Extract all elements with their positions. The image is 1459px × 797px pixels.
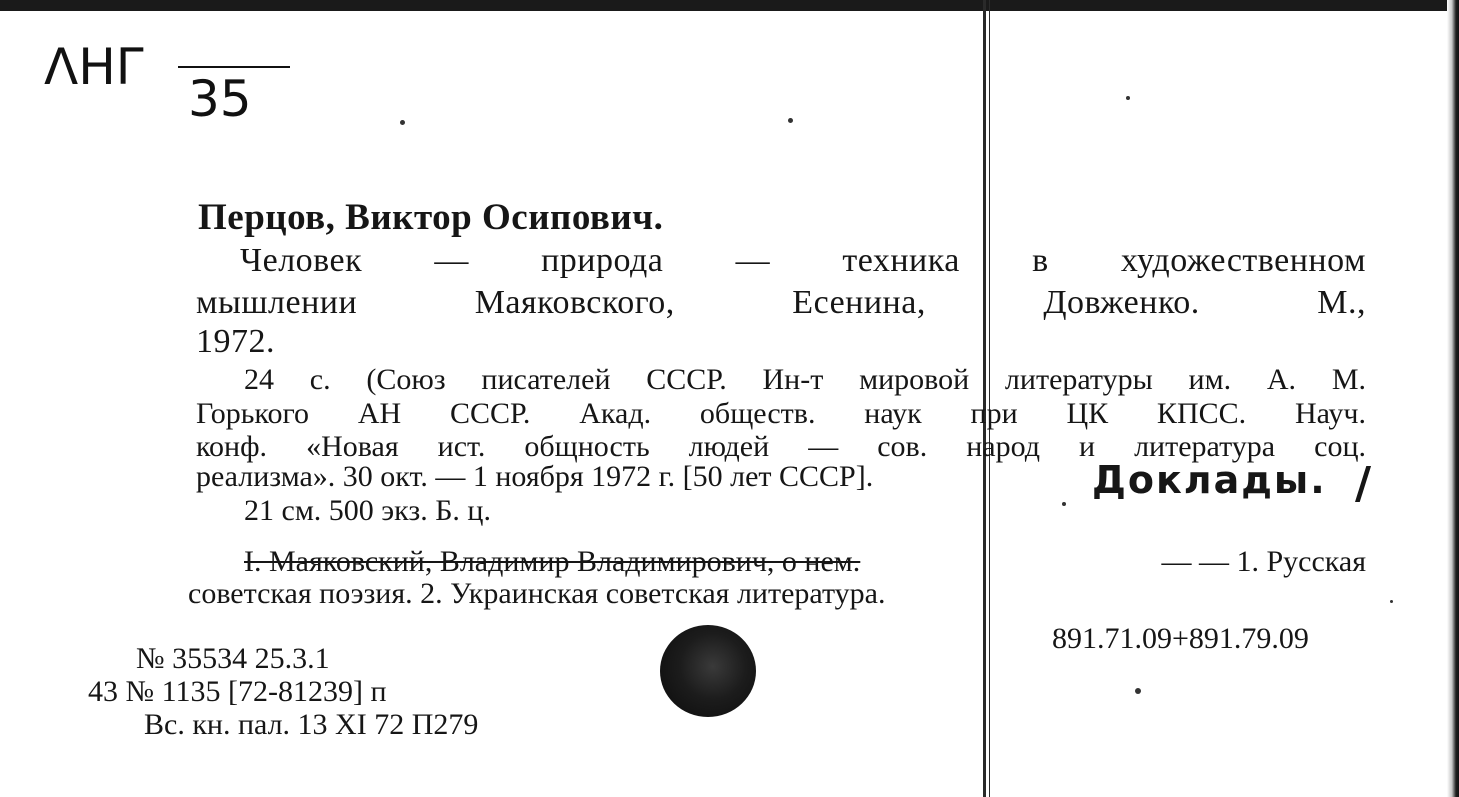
- subject-struck: I. Маяковский, Владимир Владимирович, о нем.: [244, 545, 861, 578]
- speck: [1126, 96, 1130, 100]
- author-heading: Перцов, Виктор Осипович.: [198, 197, 664, 238]
- subjects-line-2: советская поэзия. 2. Украинская советская литература.: [188, 577, 886, 610]
- order-number: 43 № 1135 [72-81239] п: [88, 675, 387, 708]
- stamp-mark: /: [1355, 458, 1374, 509]
- chamber-line: Вс. кн. пал. 13 XI 72 П279: [144, 708, 479, 741]
- speck: [1062, 502, 1066, 506]
- speck: [1390, 600, 1393, 603]
- title-line-3: 1972.: [196, 323, 275, 360]
- speck: [1135, 688, 1141, 694]
- scan-right-edge: [1447, 0, 1459, 797]
- subject-russian-poetry: — — 1. Русская: [1161, 545, 1366, 578]
- classification-number: 891.71.09+891.79.09: [1052, 622, 1309, 655]
- call-number-number: 35: [188, 70, 252, 128]
- speck: [400, 120, 405, 125]
- call-number-prefix: ΛНГ: [44, 38, 147, 96]
- title-line-2: мышлении Маяковского, Есенина, Довженко. М.,: [196, 284, 1366, 321]
- punch-hole: [660, 625, 756, 717]
- speck: [788, 118, 793, 123]
- description-line-3: конф. «Новая ист. общность людей — сов. народ и литература соц.: [196, 430, 1366, 463]
- description-line-1: 24 с. (Союз писателей СССР. Ин-т мировой литературы им. А. М.: [244, 363, 1366, 396]
- scan-top-border: [0, 0, 1459, 11]
- description-line-2: Горького АН СССР. Акад. обществ. наук при ЦК КПСС. Науч.: [196, 397, 1366, 430]
- title-line-1: Человек — природа — техника в художественном: [240, 242, 1366, 279]
- format-line: 21 см. 500 экз. Б. ц.: [244, 494, 491, 527]
- record-number: № 35534 25.3.1: [136, 642, 330, 675]
- stamp-doklady: Доклады.: [1092, 458, 1327, 502]
- description-line-4: реализма». 30 окт. — 1 ноября 1972 г. [50 лет СССР].: [196, 460, 874, 493]
- call-number-rule: [178, 66, 290, 68]
- subjects-line-1: [244, 545, 1366, 579]
